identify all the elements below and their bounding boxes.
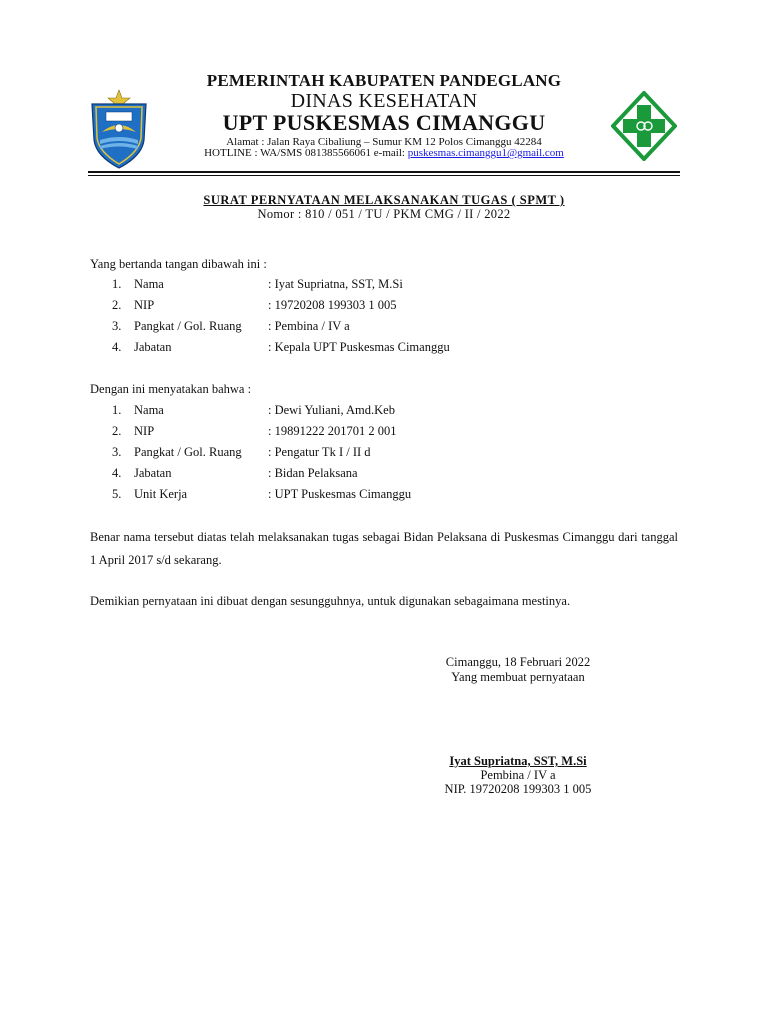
field-value: : Dewi Yuliani, Amd.Keb: [268, 403, 395, 417]
subject-field-row: [0, 466, 768, 484]
signer-field-row: [0, 340, 768, 358]
field-number: 1.: [112, 277, 122, 291]
signer-field-row: [0, 277, 768, 295]
signature-rank: Pembina / IV a: [480, 768, 556, 782]
signer-field-row: [0, 319, 768, 337]
field-label: NIP: [134, 424, 155, 438]
field-label: Jabatan: [134, 340, 172, 354]
signature-role: Yang membuat pernyataan: [451, 670, 585, 684]
letterhead-divider-thick: [88, 171, 680, 173]
field-value: : Kepala UPT Puskesmas Cimanggu: [268, 340, 450, 354]
subject-field-row: [0, 487, 768, 505]
document-number: Nomor : 810 / 051 / TU / PKM CMG / II / 2022: [257, 207, 511, 221]
field-number: 5.: [112, 487, 122, 501]
field-label: Pangkat / Gol. Ruang: [134, 319, 242, 333]
closing-paragraph: Demikian pernyataan ini dibuat dengan sesungguhnya, untuk digunakan sebagaimana mestinya.: [90, 594, 571, 608]
letterhead-department: DINAS KESEHATAN: [290, 90, 478, 112]
field-label: Pangkat / Gol. Ruang: [134, 445, 242, 459]
field-number: 4.: [112, 466, 122, 480]
field-label: Nama: [134, 277, 164, 291]
subject-field-row: [0, 403, 768, 421]
signer-field-row: [0, 298, 768, 316]
field-label: Unit Kerja: [134, 487, 188, 501]
signature-name: Iyat Supriatna, SST, M.Si: [449, 754, 587, 768]
signature-place-date: Cimanggu, 18 Februari 2022: [445, 655, 591, 669]
field-number: 3.: [112, 445, 122, 459]
letterhead-divider-thin: [88, 175, 680, 176]
field-number: 3.: [112, 319, 122, 333]
document-title: SURAT PERNYATAAN MELAKSANAKAN TUGAS ( SPMT ): [203, 193, 565, 207]
field-label: Nama: [134, 403, 164, 417]
field-number: 2.: [112, 424, 122, 438]
hotline-text: HOTLINE : WA/SMS 081385566061 e-mail:: [204, 147, 408, 159]
field-value: : Pembina / IV a: [268, 319, 350, 333]
field-label: NIP: [134, 298, 155, 312]
letterhead-government: PEMERINTAH KABUPATEN PANDEGLANG: [206, 71, 562, 90]
signer-intro: Yang bertanda tangan dibawah ini :: [90, 257, 267, 271]
email-link[interactable]: puskesmas.cimanggu1@gmail.com: [407, 147, 564, 159]
field-value: : 19891222 201701 2 001: [268, 424, 397, 438]
subject-intro: Dengan ini menyatakan bahwa :: [90, 382, 252, 396]
subject-field-row: [0, 424, 768, 442]
letterhead-hotline: [0, 147, 768, 159]
field-value: : Pengatur Tk I / II d: [268, 445, 371, 459]
statement-paragraph: Benar nama tersebut diatas telah melaksanakan tugas sebagai Bidan Pelaksana di Puskesmas Cimanggu dari tanggal 1 April 2017 s/d sekarang.: [90, 530, 678, 567]
field-value: : 19720208 199303 1 005: [268, 298, 397, 312]
field-label: Jabatan: [134, 466, 172, 480]
field-value: : Bidan Pelaksana: [268, 466, 358, 480]
field-number: 2.: [112, 298, 122, 312]
subject-field-row: [0, 445, 768, 463]
field-value: : UPT Puskesmas Cimanggu: [268, 487, 412, 501]
signature-nip: NIP. 19720208 199303 1 005: [444, 782, 592, 796]
field-value: : Iyat Supriatna, SST, M.Si: [268, 277, 403, 291]
field-number: 1.: [112, 403, 122, 417]
field-number: 4.: [112, 340, 122, 354]
letterhead-address: Alamat : Jalan Raya Cibaliung – Sumur KM 12 Polos Cimanggu 42284: [226, 136, 542, 148]
letterhead-institution: UPT PUSKESMAS CIMANGGU: [222, 110, 546, 135]
